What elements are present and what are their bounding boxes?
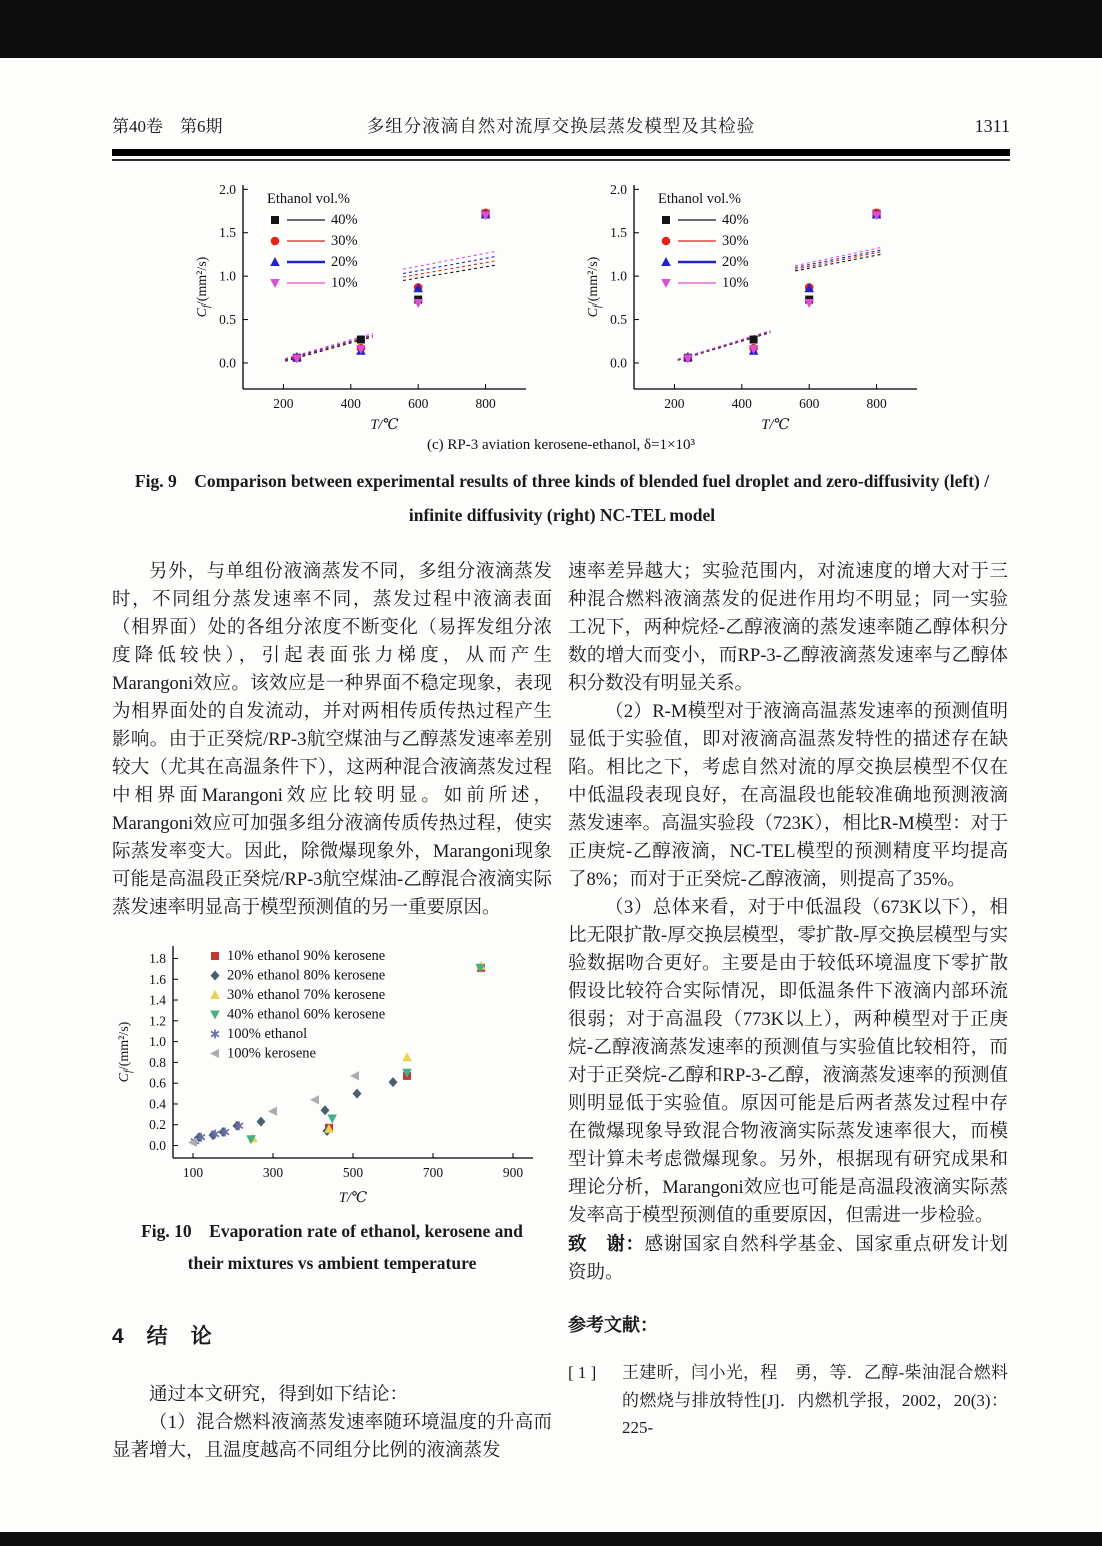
paragraph-conclusion-1-cont: 速率差异越大；实验范围内，对流速度的增大对于三种混合燃料液滴蒸发的促进作用均不明显；同一实验工况下，两种烷烃-乙醇液滴的蒸发速率随乙醇体积分数的增大而变小，而RP-3-乙醇液滴蒸发速率与乙醇体积分数没有明显关系。 <box>568 562 1008 695</box>
svg-text:Cf/(mm²/s): $C_f/(mm^2/s)$ <box>586 256 603 318</box>
figure9 <box>112 177 1010 435</box>
svg-text:200: 200 <box>664 396 685 411</box>
svg-text:0.2: 0.2 <box>149 1117 166 1133</box>
page-content <box>0 112 1102 1465</box>
svg-text:1.4: 1.4 <box>149 992 166 1008</box>
svg-text:0.5: 0.5 <box>219 312 236 328</box>
reference-text: 王建昕，闫小光，程 勇，等．乙醇-柴油混合燃料的燃烧与排放特性[J]．内燃机学报，2002，20(3)：225- <box>622 1363 1008 1438</box>
volume-issue: 第40卷 第6期 <box>112 117 223 136</box>
svg-text:100% kerosene: 100% kerosene <box>227 1045 316 1062</box>
svg-text:500: 500 <box>342 1165 364 1181</box>
svg-text:T/℃: T/℃ <box>338 1190 368 1207</box>
svg-text:20%: 20% <box>331 254 358 270</box>
journal-header <box>112 112 1010 138</box>
fig9-caption: Fig. 9 Comparison between experimental results of three kinds of blended fuel droplet and zero-diffusivity (left) / infinite diffusivity (right) NC-TEL model <box>134 471 990 526</box>
svg-text:30%: 30% <box>331 233 358 249</box>
svg-text:400: 400 <box>340 396 361 411</box>
svg-text:40% ethanol 60% kerosene: 40% ethanol 60% kerosene <box>227 1006 386 1023</box>
svg-text:0.4: 0.4 <box>149 1096 166 1112</box>
svg-text:20%: 20% <box>722 254 749 270</box>
svg-text:0.8: 0.8 <box>149 1055 166 1071</box>
svg-text:40%: 40% <box>331 212 358 228</box>
header-rule <box>112 149 1010 161</box>
svg-text:900: 900 <box>502 1165 524 1181</box>
paragraph-marangoni: 另外，与单组份液滴蒸发不同，多组分液滴蒸发时，不同组分蒸发速率不同，蒸发过程中液滴表面（相界面）处的各组分浓度不断变化（易挥发组分浓度降低较快），引起表面张力梯度，从而产生Marangoni效应。该效应是一种界面不稳定现象，表现为相界面处的自发流动，并对两相传质传热过程产生影响。由于正癸烷/RP-3航空煤油与乙醇蒸发速率差别较大（尤其在高温条件下），这两种混合液滴蒸发过程中相界面Marangoni效应比较明显。如前所述，Marangoni效应可加强多组分液滴传质传热过程，使实际蒸发率变大。因此，除微爆现象外，Marangoni现象可能是高温段正癸烷/RP-3航空煤油-乙醇混合液滴实际蒸发速率明显高于模型预测值的另一重要原因。 <box>112 562 552 919</box>
paragraph-conclusion-1: （1）混合燃料液滴蒸发速率随环境温度的升高而显著增大，且温度越高不同组分比例的液滴蒸发 <box>112 1413 552 1462</box>
paragraph-conclusion-2: （2）R-M模型对于液滴高温蒸发速率的预测值明显低于实验值，即对液滴高温蒸发特性的描述存在缺陷。相比之下，考虑自然对流的厚交换层模型不仅在中低温段表现良好，在高温段也能较准确地预测液滴蒸发速率。高温实验段（723K），相比R-M模型：对于正庚烷-乙醇液滴，NC-TEL模型的预测精度平均提高了8%；而对于正癸烷-乙醇液滴，则提高了35%。 <box>568 702 1008 891</box>
svg-text:1.5: 1.5 <box>219 225 236 241</box>
svg-text:40%: 40% <box>722 212 749 228</box>
svg-text:Cf/(mm²/s): $C_f/(mm^2/s)$ <box>117 1021 134 1083</box>
acknowledgement-text: 感谢国家自然科学基金、国家重点研发计划资助。 <box>568 1235 1008 1284</box>
svg-text:800: 800 <box>475 396 496 411</box>
svg-text:30% ethanol 70% kerosene: 30% ethanol 70% kerosene <box>227 987 386 1004</box>
fig10-chart <box>115 940 549 1208</box>
svg-text:10%: 10% <box>722 275 749 291</box>
svg-text:0.0: 0.0 <box>610 355 627 371</box>
header-rule-thin <box>112 159 1010 161</box>
svg-text:20% ethanol 80% kerosene: 20% ethanol 80% kerosene <box>227 967 386 984</box>
svg-text:800: 800 <box>866 396 887 411</box>
fig9-left-chart <box>193 177 538 435</box>
page-number: 1311 <box>974 116 1010 136</box>
paragraph-conclusion-intro: 通过本文研究，得到如下结论： <box>149 1385 409 1406</box>
fig9-right-chart <box>584 177 929 435</box>
svg-text:10% ethanol 90% kerosene: 10% ethanol 90% kerosene <box>227 948 386 965</box>
svg-text:600: 600 <box>408 396 429 411</box>
svg-text:Cf/(mm²/s): $C_f/(mm^2/s)$ <box>195 256 212 318</box>
left-column <box>112 558 552 1465</box>
svg-text:300: 300 <box>262 1165 284 1181</box>
scan-top-border <box>0 0 1102 58</box>
right-column <box>568 558 1008 1465</box>
svg-text:1.0: 1.0 <box>610 268 627 284</box>
fig10-caption: Fig. 10 Evaporation rate of ethanol, kerosene and their mixtures vs ambient temperature <box>141 1221 523 1273</box>
svg-text:700: 700 <box>422 1165 444 1181</box>
svg-text:1.0: 1.0 <box>149 1034 166 1050</box>
svg-text:2.0: 2.0 <box>610 181 627 197</box>
svg-text:Ethanol vol.%: Ethanol vol.% <box>267 191 350 207</box>
svg-text:2.0: 2.0 <box>219 181 236 197</box>
svg-text:0.0: 0.0 <box>149 1138 166 1154</box>
reference-item <box>568 1359 1008 1442</box>
svg-text:0.0: 0.0 <box>219 355 236 371</box>
svg-text:200: 200 <box>273 396 294 411</box>
conclusion-heading: 4 结 论 <box>112 1325 213 1349</box>
svg-text:1.0: 1.0 <box>219 268 236 284</box>
svg-text:30%: 30% <box>722 233 749 249</box>
svg-text:600: 600 <box>799 396 820 411</box>
svg-text:100% ethanol: 100% ethanol <box>227 1026 308 1043</box>
svg-text:T/℃: T/℃ <box>761 417 790 433</box>
paragraph-conclusion-3: （3）总体来看，对于中低温段（673K以下），相比无限扩散-厚交换层模型，零扩散-厚交换层模型与实验数据吻合更好。主要是由于较低环境温度下零扩散假设比较符合实际情况，即低温条件下液滴内部环流很弱；对于高温段（773K以上），两种模型对于正庚烷-乙醇液滴蒸发速率的预测值与实验值比较相符，而对于正癸烷-乙醇和RP-3-乙醇，液滴蒸发速率的预测值则明显低于实验值。原因可能是后两者蒸发过程中存在微爆现象导致混合物液滴实际蒸发速率很大，而模型计算未考虑微爆现象。另外，根据现有研究成果和理论分析，Marangoni效应也可能是高温段液滴实际蒸发率高于模型预测值的重要原因，但需进一步检验。 <box>568 898 1008 1227</box>
two-column-body <box>112 558 1010 1465</box>
svg-text:0.5: 0.5 <box>610 312 627 328</box>
header-rule-thick <box>112 149 1010 156</box>
reference-number: [ 1 ] <box>568 1363 597 1383</box>
fig9-subcaption: (c) RP-3 aviation kerosene-ethanol, δ=1×10³ <box>427 437 695 453</box>
svg-text:1.2: 1.2 <box>149 1013 166 1029</box>
svg-text:1.5: 1.5 <box>610 225 627 241</box>
svg-text:0.6: 0.6 <box>149 1075 166 1091</box>
svg-text:10%: 10% <box>331 275 358 291</box>
running-title: 多组分液滴自然对流厚交换层蒸发模型及其检验 <box>366 116 756 136</box>
scan-bottom-border <box>0 1532 1102 1546</box>
svg-text:Ethanol vol.%: Ethanol vol.% <box>658 191 741 207</box>
svg-text:400: 400 <box>731 396 752 411</box>
svg-text:T/℃: T/℃ <box>370 417 399 433</box>
svg-text:100: 100 <box>182 1165 204 1181</box>
references-heading: 参考文献： <box>568 1315 658 1336</box>
svg-text:1.8: 1.8 <box>149 951 166 967</box>
acknowledgement-label: 致 谢： <box>568 1233 645 1255</box>
svg-text:1.6: 1.6 <box>149 972 166 988</box>
acknowledgement <box>568 1230 1008 1287</box>
